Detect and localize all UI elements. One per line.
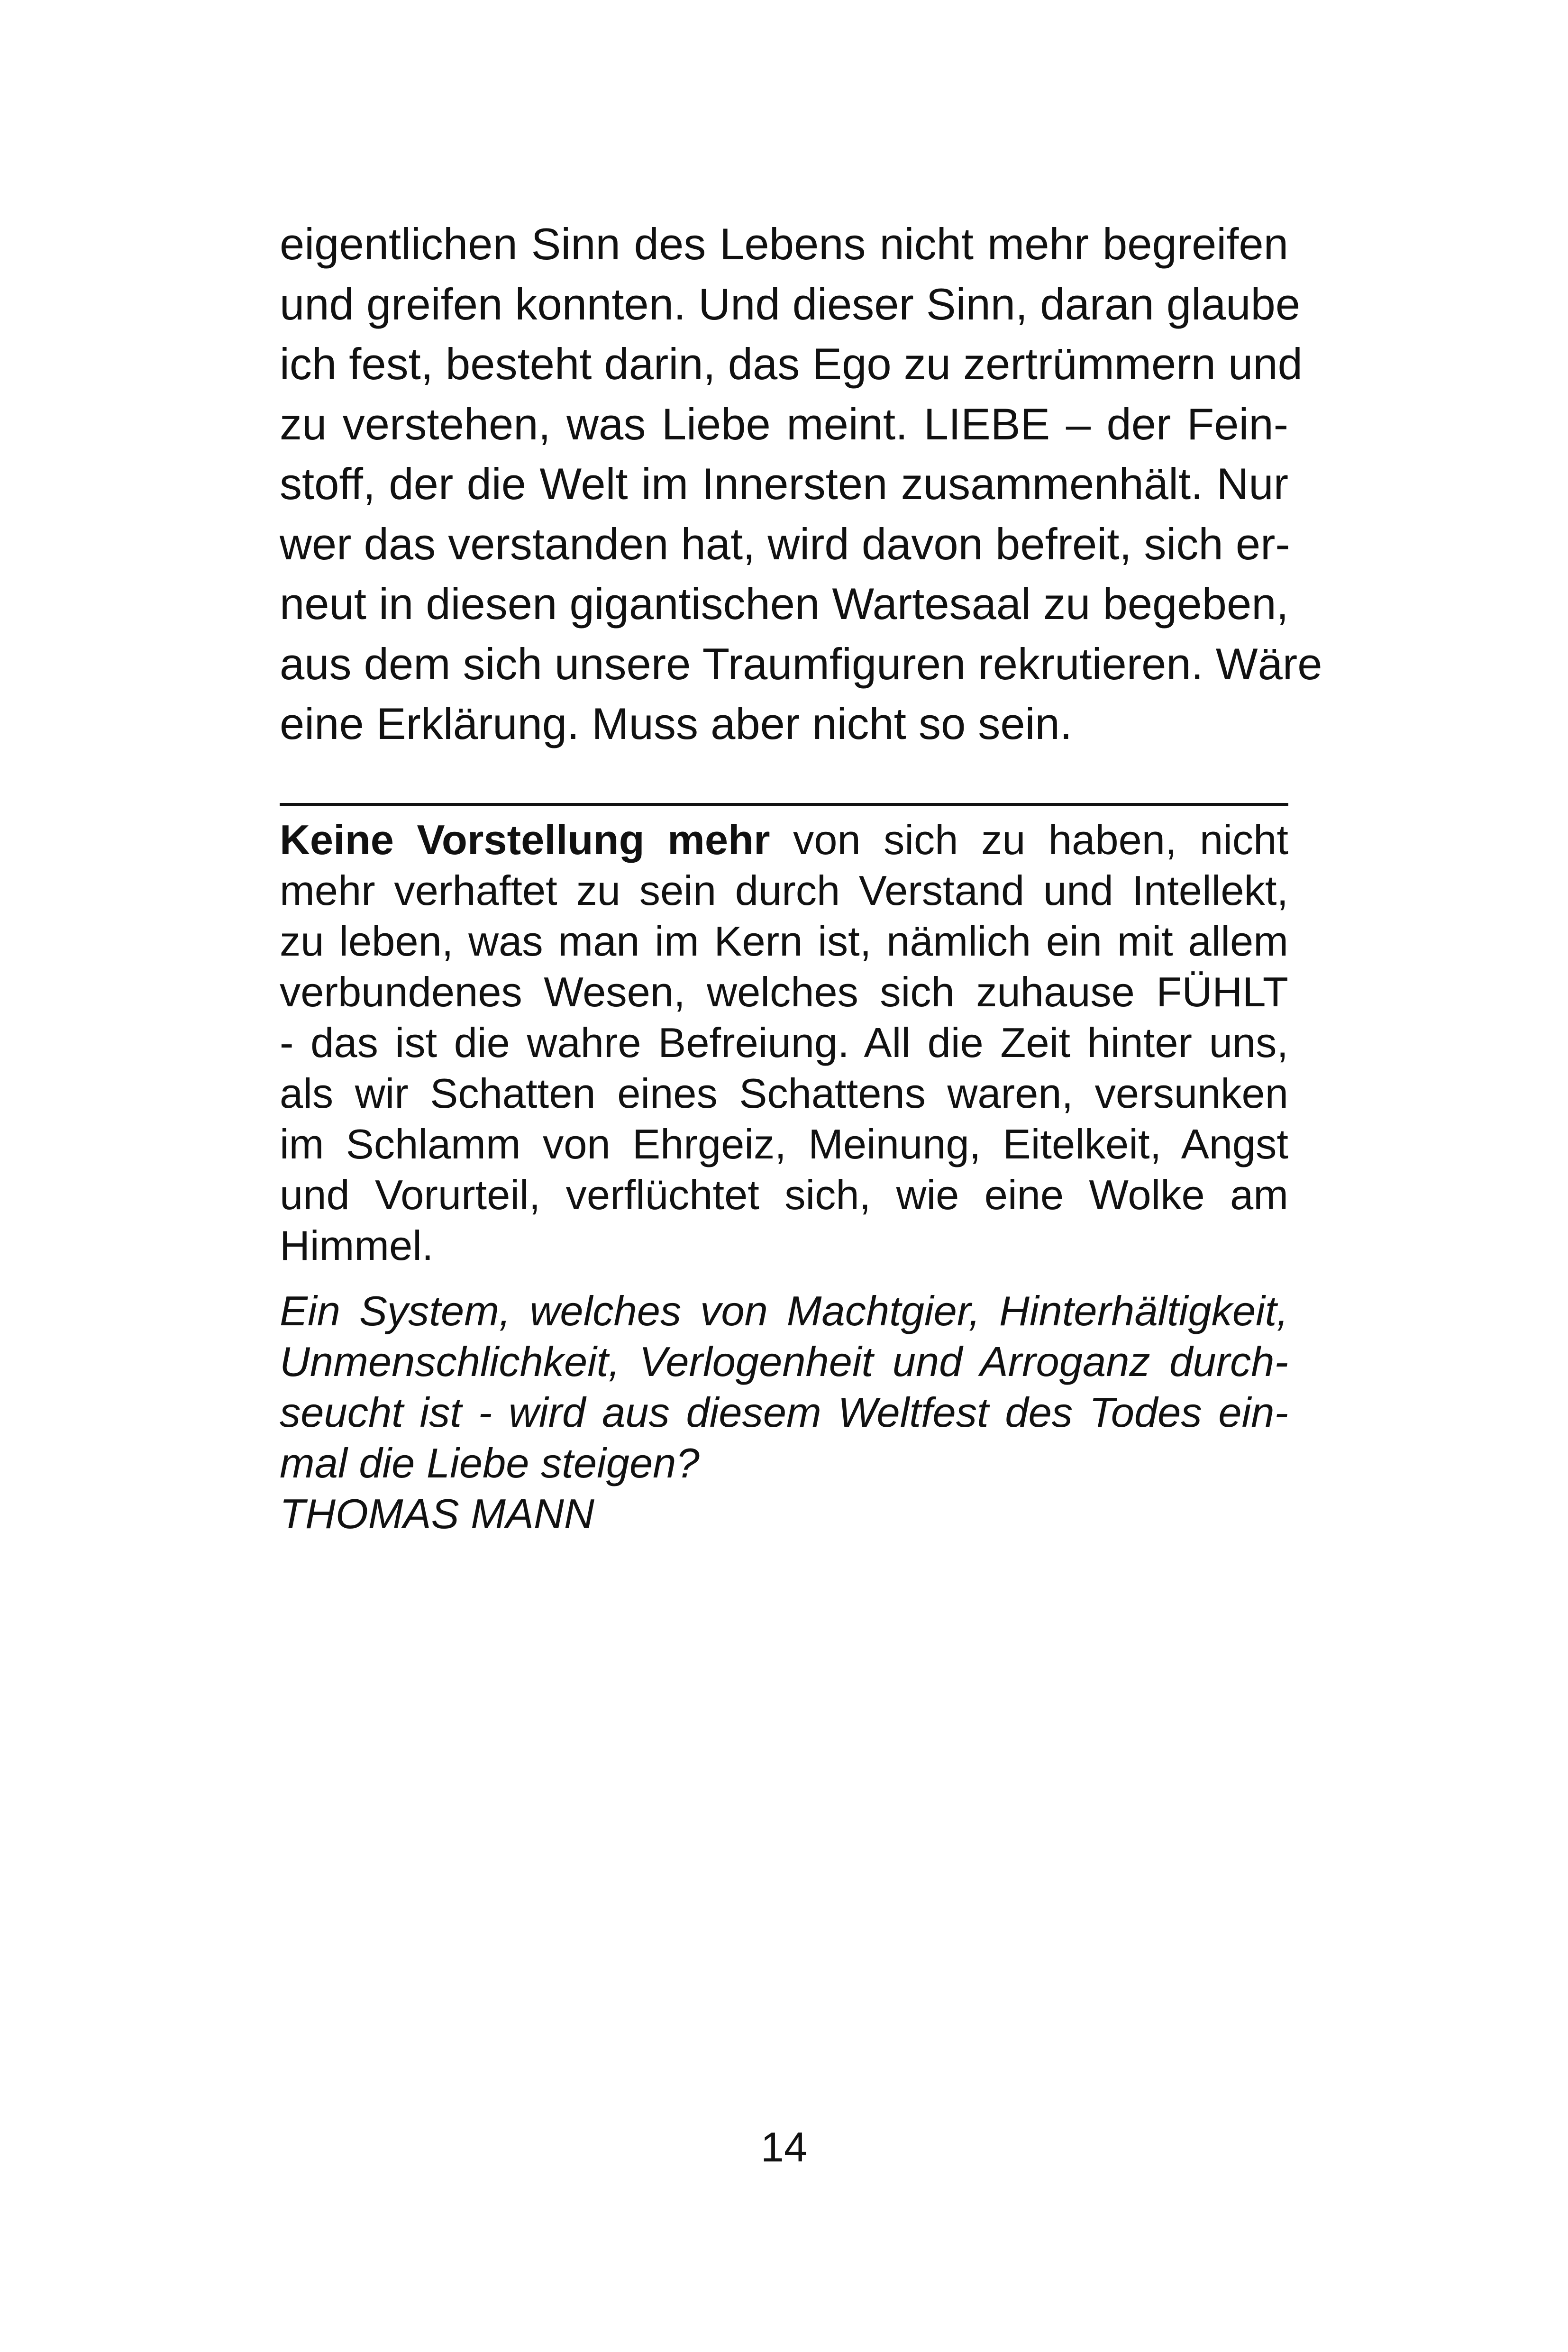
text-line: wer das verstanden hat, wird davon befreit, sich er- [280, 519, 1290, 569]
paragraph-sinn-des-lebens [280, 214, 1322, 754]
text-line: - das ist die wahre Befreiung. All die Zeit hinter uns, [280, 1019, 1288, 1066]
text-line: Himmel. [280, 1222, 434, 1269]
text-line: eine Erklärung. Muss aber nicht so sein. [280, 699, 1072, 748]
paragraph-befreiung [280, 814, 1288, 1271]
page-number: 14 [761, 2124, 807, 2170]
quote-author: THOMAS MANN [280, 1490, 594, 1537]
text-line: aus dem sich unsere Traumfiguren rekrutieren. Wäre [280, 638, 1322, 689]
quote-block [280, 1285, 1288, 1539]
section-divider [280, 803, 1288, 806]
text-line: im Schlamm von Ehrgeiz, Meinung, Eitelkeit, Angst [280, 1121, 1288, 1167]
text-line: zu verstehen, was Liebe meint. LIEBE – der Fein- [280, 399, 1288, 449]
text-line: und Vorurteil, verflüchtet sich, wie eine Wolke am [280, 1171, 1288, 1218]
text-line: eigentlichen Sinn des Lebens nicht mehr begreifen [280, 219, 1288, 269]
text-line-first [280, 814, 1288, 865]
quote-line: Unmenschlichkeit, Verlogenheit und Arroganz durch- [280, 1338, 1288, 1385]
bold-lead-phrase: Keine Vorstellung mehr [280, 816, 770, 863]
text-line: als wir Schatten eines Schattens waren, versunken [280, 1070, 1288, 1117]
text-line: verbundenes Wesen, welches sich zuhause FÜHLT [280, 968, 1288, 1015]
text-line: zu leben, was man im Kern ist, nämlich ein mit allem [280, 918, 1288, 965]
quote-line: Ein System, welches von Machtgier, Hinterhältigkeit, [280, 1287, 1288, 1334]
lead-rest: von sich zu haben, nicht [770, 816, 1288, 863]
quote-line: mal die Liebe steigen? [280, 1440, 700, 1486]
text-line: mehr verhaftet zu sein durch Verstand und Intellekt, [280, 867, 1288, 914]
text-line: neut in diesen gigantischen Wartesaal zu begeben, [280, 579, 1289, 629]
text-line: stoff, der die Welt im Innersten zusammenhält. Nur [280, 459, 1288, 509]
quote-line: seucht ist - wird aus diesem Weltfest des Todes ein- [280, 1389, 1288, 1436]
text-line: ich fest, besteht darin, das Ego zu zertrümmern und [280, 339, 1303, 389]
text-line: und greifen konnten. Und dieser Sinn, daran glaube [280, 279, 1301, 329]
